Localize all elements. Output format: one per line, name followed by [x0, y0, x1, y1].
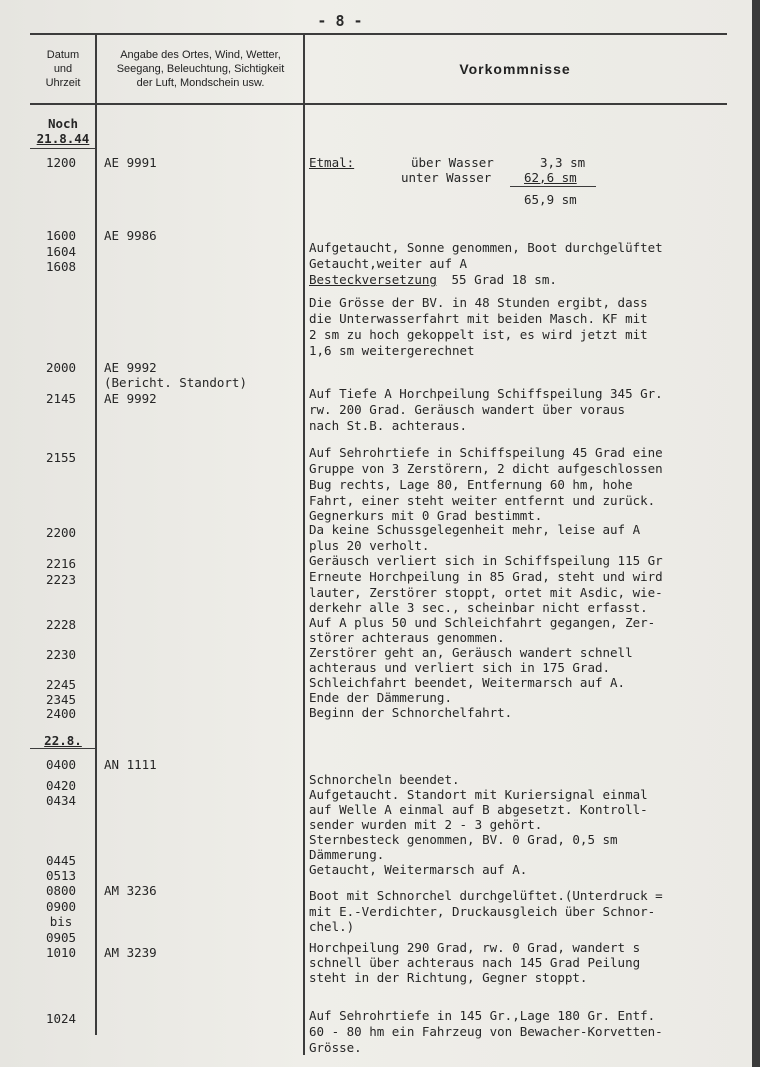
event-line: Getaucht,weiter auf A: [309, 256, 468, 271]
event-line: Zerstörer geht an, Geräusch wandert schnell: [309, 645, 633, 660]
table-top-rule: [30, 33, 727, 35]
time-entry: 0420: [45, 778, 77, 793]
place-entry: AE 9992: [104, 360, 157, 375]
event-line: Dämmerung.: [309, 847, 385, 862]
event-line: Gegnerkurs mit 0 Grad bestimmt.: [309, 508, 543, 523]
header-ort-line2: Seegang, Beleuchtung, Sichtigkeit: [116, 63, 285, 75]
time-entry: 2155: [45, 450, 77, 465]
time-entry: 1200: [45, 155, 77, 170]
header-datum: [30, 48, 96, 90]
event-line: steht in der Richtung, Gegner stoppt.: [309, 970, 588, 985]
time-entry: 2228: [45, 617, 77, 632]
event-line: rw. 200 Grad. Geräusch wandert über voraus: [309, 402, 626, 417]
event-line: Da keine Schussgelegenheit mehr, leise auf A: [309, 522, 641, 537]
header-datum-line2: und: [53, 63, 73, 75]
event-line: Getaucht, Weitermarsch auf A.: [309, 862, 528, 877]
time-entry: 1600: [45, 228, 77, 243]
event-line: Ende der Dämmerung.: [309, 690, 452, 705]
event-line: Fahrt, einer steht weiter entfernt und zurück.: [309, 493, 656, 508]
event-line: schnell über achteraus nach 145 Grad Peilung: [309, 955, 641, 970]
scan-edge: [752, 0, 760, 1067]
event-line: Horchpeilung 290 Grad, rw. 0 Grad, wandert s: [309, 940, 641, 955]
event-line: Auf Sehrohrtiefe in 145 Gr.,Lage 180 Gr. Entf.: [309, 1008, 656, 1023]
event-line: Grösse.: [309, 1040, 362, 1055]
time-entry: 0900: [45, 899, 77, 914]
place-entry: AE 9992: [104, 391, 157, 406]
time-entry: 0513: [45, 868, 77, 883]
event-line: plus 20 verholt.: [309, 538, 430, 553]
event-line: nach St.B. achteraus.: [309, 418, 468, 433]
time-entry: 0905: [45, 930, 77, 945]
event-line: 60 - 80 hm ein Fahrzeug von Bewacher-Korvetten-: [309, 1024, 663, 1039]
place-entry: (Bericht. Standort): [104, 375, 247, 390]
header-ort-line3: der Luft, Mondschein usw.: [136, 77, 265, 89]
etmal-unter-wasser: unter Wasser: [401, 170, 492, 185]
date-21-8-44: 21.8.44: [36, 131, 90, 146]
time-entry: 2000: [45, 360, 77, 375]
event-line: derkehr alle 3 sec., scheinbar nicht erfasst.: [309, 600, 648, 615]
column-divider-2: [303, 35, 305, 1055]
etmal-sum-rule: [510, 186, 596, 187]
time-entry: 0400: [45, 757, 77, 772]
etmal-ueber-wasser-value: 3,3 sm: [540, 155, 586, 170]
time-entry: 2200: [45, 525, 77, 540]
time-entry: 0800: [45, 883, 77, 898]
page-number: - 8 -: [317, 12, 363, 30]
date-noch: Noch: [47, 116, 79, 131]
event-line: 2 sm zu hoch gekoppelt ist, es wird jetzt mit: [309, 327, 648, 342]
date-22-8: 22.8.: [44, 733, 82, 748]
time-entry: 1010: [45, 945, 77, 960]
place-entry: AM 3236: [104, 883, 157, 898]
time-entry: bis: [49, 914, 73, 929]
event-line: 55 Grad 18 sm.: [444, 272, 557, 287]
header-bottom-rule: [30, 103, 727, 105]
header-datum-line3: Uhrzeit: [45, 77, 81, 89]
event-line: Schnorcheln beendet.: [309, 772, 460, 787]
event-line: mit E.-Verdichter, Druckausgleich über Schnor-: [309, 904, 656, 919]
event-line: Aufgetaucht. Standort mit Kuriersignal einmal: [309, 787, 648, 802]
header-ort: [98, 48, 303, 90]
event-line: auf Welle A einmal auf B abgesetzt. Kontroll-: [309, 802, 648, 817]
time-entry: 2145: [45, 391, 77, 406]
event-line: Die Grösse der BV. in 48 Stunden ergibt, dass: [309, 295, 648, 310]
event-line: achteraus und verliert sich in 175 Grad.: [309, 660, 611, 675]
time-entry: 2230: [45, 647, 77, 662]
time-entry: 0445: [45, 853, 77, 868]
event-line: Auf A plus 50 und Schleichfahrt gegangen, Zer-: [309, 615, 656, 630]
event-line: sender wurden mit 2 - 3 gehört.: [309, 817, 543, 832]
event-line: Aufgetaucht, Sonne genommen, Boot durchgelüftet: [309, 240, 663, 255]
header-vorkommnisse: Vorkommnisse: [459, 61, 571, 77]
etmal-total: 65,9 sm: [524, 192, 577, 207]
date-rule-1: [30, 148, 96, 149]
time-entry: 2223: [45, 572, 77, 587]
header-datum-line1: Datum: [46, 49, 80, 61]
event-line: die Unterwasserfahrt mit beiden Masch. KF mit: [309, 311, 648, 326]
time-entry: 2400: [45, 706, 77, 721]
event-line: chel.): [309, 919, 355, 934]
date-rule-2: [30, 748, 96, 749]
etmal-unter-wasser-value: 62,6 sm: [524, 170, 577, 185]
event-line: Beginn der Schnorchelfahrt.: [309, 705, 513, 720]
place-entry: AN 1111: [104, 757, 157, 772]
etmal-label: Etmal:: [309, 155, 355, 170]
event-line: Geräusch verliert sich in Schiffspeilung 115 Gr: [309, 553, 663, 568]
place-entry: AE 9991: [104, 155, 157, 170]
time-entry: 2216: [45, 556, 77, 571]
header-ort-line1: Angabe des Ortes, Wind, Wetter,: [120, 49, 281, 61]
time-entry: 1608: [45, 259, 77, 274]
event-line: Auf Sehrohrtiefe in Schiffspeilung 45 Grad eine: [309, 445, 663, 460]
place-entry: AE 9986: [104, 228, 157, 243]
place-entry: AM 3239: [104, 945, 157, 960]
event-line: Sternbesteck genommen, BV. 0 Grad, 0,5 sm: [309, 832, 618, 847]
event-line: Schleichfahrt beendet, Weitermarsch auf A.: [309, 675, 626, 690]
time-entry: 1604: [45, 244, 77, 259]
time-entry: 2245: [45, 677, 77, 692]
event-line: Besteckversetzung: [309, 272, 437, 287]
event-line: lauter, Zerstörer stoppt, ortet mit Asdic, wie-: [309, 585, 663, 600]
event-line: 1,6 sm weitergerechnet: [309, 343, 475, 358]
time-entry: 0434: [45, 793, 77, 808]
event-line: störer achteraus genommen.: [309, 630, 505, 645]
etmal-ueber-wasser: über Wasser: [411, 155, 494, 170]
time-entry: 1024: [45, 1011, 77, 1026]
event-line: Auf Tiefe A Horchpeilung Schiffspeilung 345 Gr.: [309, 386, 663, 401]
time-entry: 2345: [45, 692, 77, 707]
event-line: Boot mit Schnorchel durchgelüftet.(Unterdruck =: [309, 888, 663, 903]
column-divider-1: [95, 35, 97, 1035]
event-line: Bug rechts, Lage 80, Entfernung 60 hm, hohe: [309, 477, 633, 492]
event-line: Erneute Horchpeilung in 85 Grad, steht und wird: [309, 569, 663, 584]
event-line: Gruppe von 3 Zerstörern, 2 dicht aufgeschlossen: [309, 461, 663, 476]
